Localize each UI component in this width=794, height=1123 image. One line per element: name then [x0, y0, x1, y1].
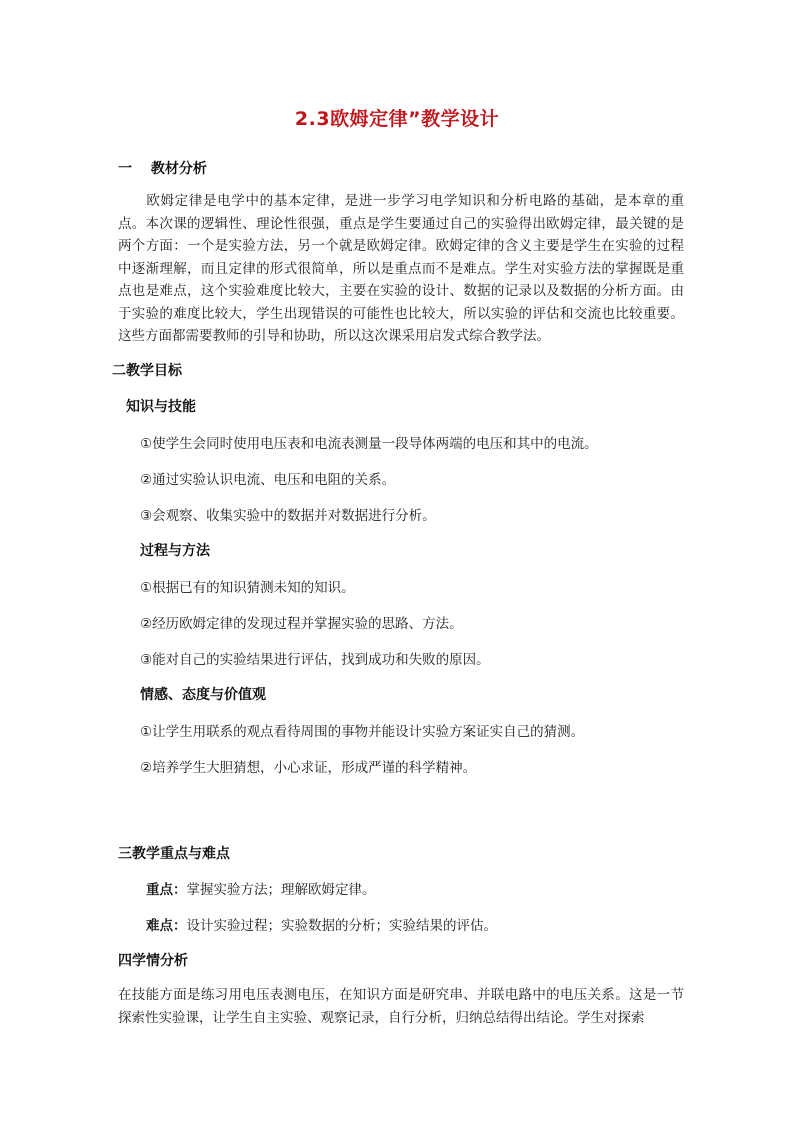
- key-point-text: 掌握实验方法；理解欧姆定律。: [186, 882, 376, 898]
- document-title: 2.3欧姆定律”教学设计: [294, 108, 500, 130]
- section-paragraph-textbook-analysis: 欧姆定律是电学中的基本定律，是进一步学习电学知识和分析电路的基础，是本章的重点。本次课的逻辑性、理论性很强，重点是学生要通过自己的实验得出欧姆定律，最关键的是两个方面：一个是实验方法，另一个就是欧姆定律。欧姆定律的含义主要是学生在实验的过程中逐渐理解，而且定律的形式很简单，所以是重点而不是难点。学生对实验方法的掌握既是重点也是难点，这个实验难度比较大，主要在实验的设计、数据的记录以及数据的分析方面。由于实验的难度比较大，学生出现错误的可能性也比较大，所以实验的评估和交流也比较重要。这些方面都需要教师的引导和协助，所以这次课采用启发式综合教学法。: [118, 193, 684, 344]
- goal-item: ①根据已有的知识猜测未知的知识。: [140, 580, 355, 596]
- goal-item: ②通过实验认识电流、电压和电阻的关系。: [140, 472, 396, 488]
- subheading-emotion-values: 情感、态度与价值观: [140, 687, 266, 703]
- goal-item: ①使学生会同时使用电压表和电流表测量一段导体两端的电压和其中的电流。: [140, 436, 598, 452]
- goal-item: ③能对自己的实验结果进行评估，找到成功和失败的原因。: [140, 652, 490, 668]
- section-heading-student-analysis: 四学情分析: [118, 953, 188, 969]
- section-heading-key-difficult: 三教学重点与难点: [118, 846, 230, 862]
- subheading-knowledge-skills: 知识与技能: [126, 399, 196, 415]
- key-point-label: 重点：: [146, 882, 187, 898]
- goal-item: ①让学生用联系的观点看待周围的事物并能设计实验方案证实自己的猜测。: [140, 724, 585, 740]
- difficult-point-line: [146, 914, 497, 934]
- goal-item: ②经历欧姆定律的发现过程并掌握实验的思路、方法。: [140, 616, 463, 632]
- section-paragraph-student-analysis: 在技能方面是练习用电压表测电压，在知识方面是研究串、并联电路中的电压关系。这是一节探索性实验课，让学生自主实验、观察记录，自行分析，归纳总结得出结论。学生对探索: [118, 987, 684, 1026]
- section-heading-textbook-analysis: 一 教材分析: [118, 161, 207, 177]
- difficult-point-label: 难点：: [146, 918, 187, 934]
- goal-item: ③会观察、收集实验中的数据并对数据进行分析。: [140, 508, 436, 524]
- goal-item: ②培养学生大胆猜想，小心求证，形成严谨的科学精神。: [140, 760, 477, 776]
- section-heading-teaching-goals: 二教学目标: [112, 363, 182, 379]
- subheading-process-method: 过程与方法: [140, 543, 210, 559]
- difficult-point-text: 设计实验过程；实验数据的分析；实验结果的评估。: [186, 918, 497, 934]
- key-point-line: [146, 878, 376, 898]
